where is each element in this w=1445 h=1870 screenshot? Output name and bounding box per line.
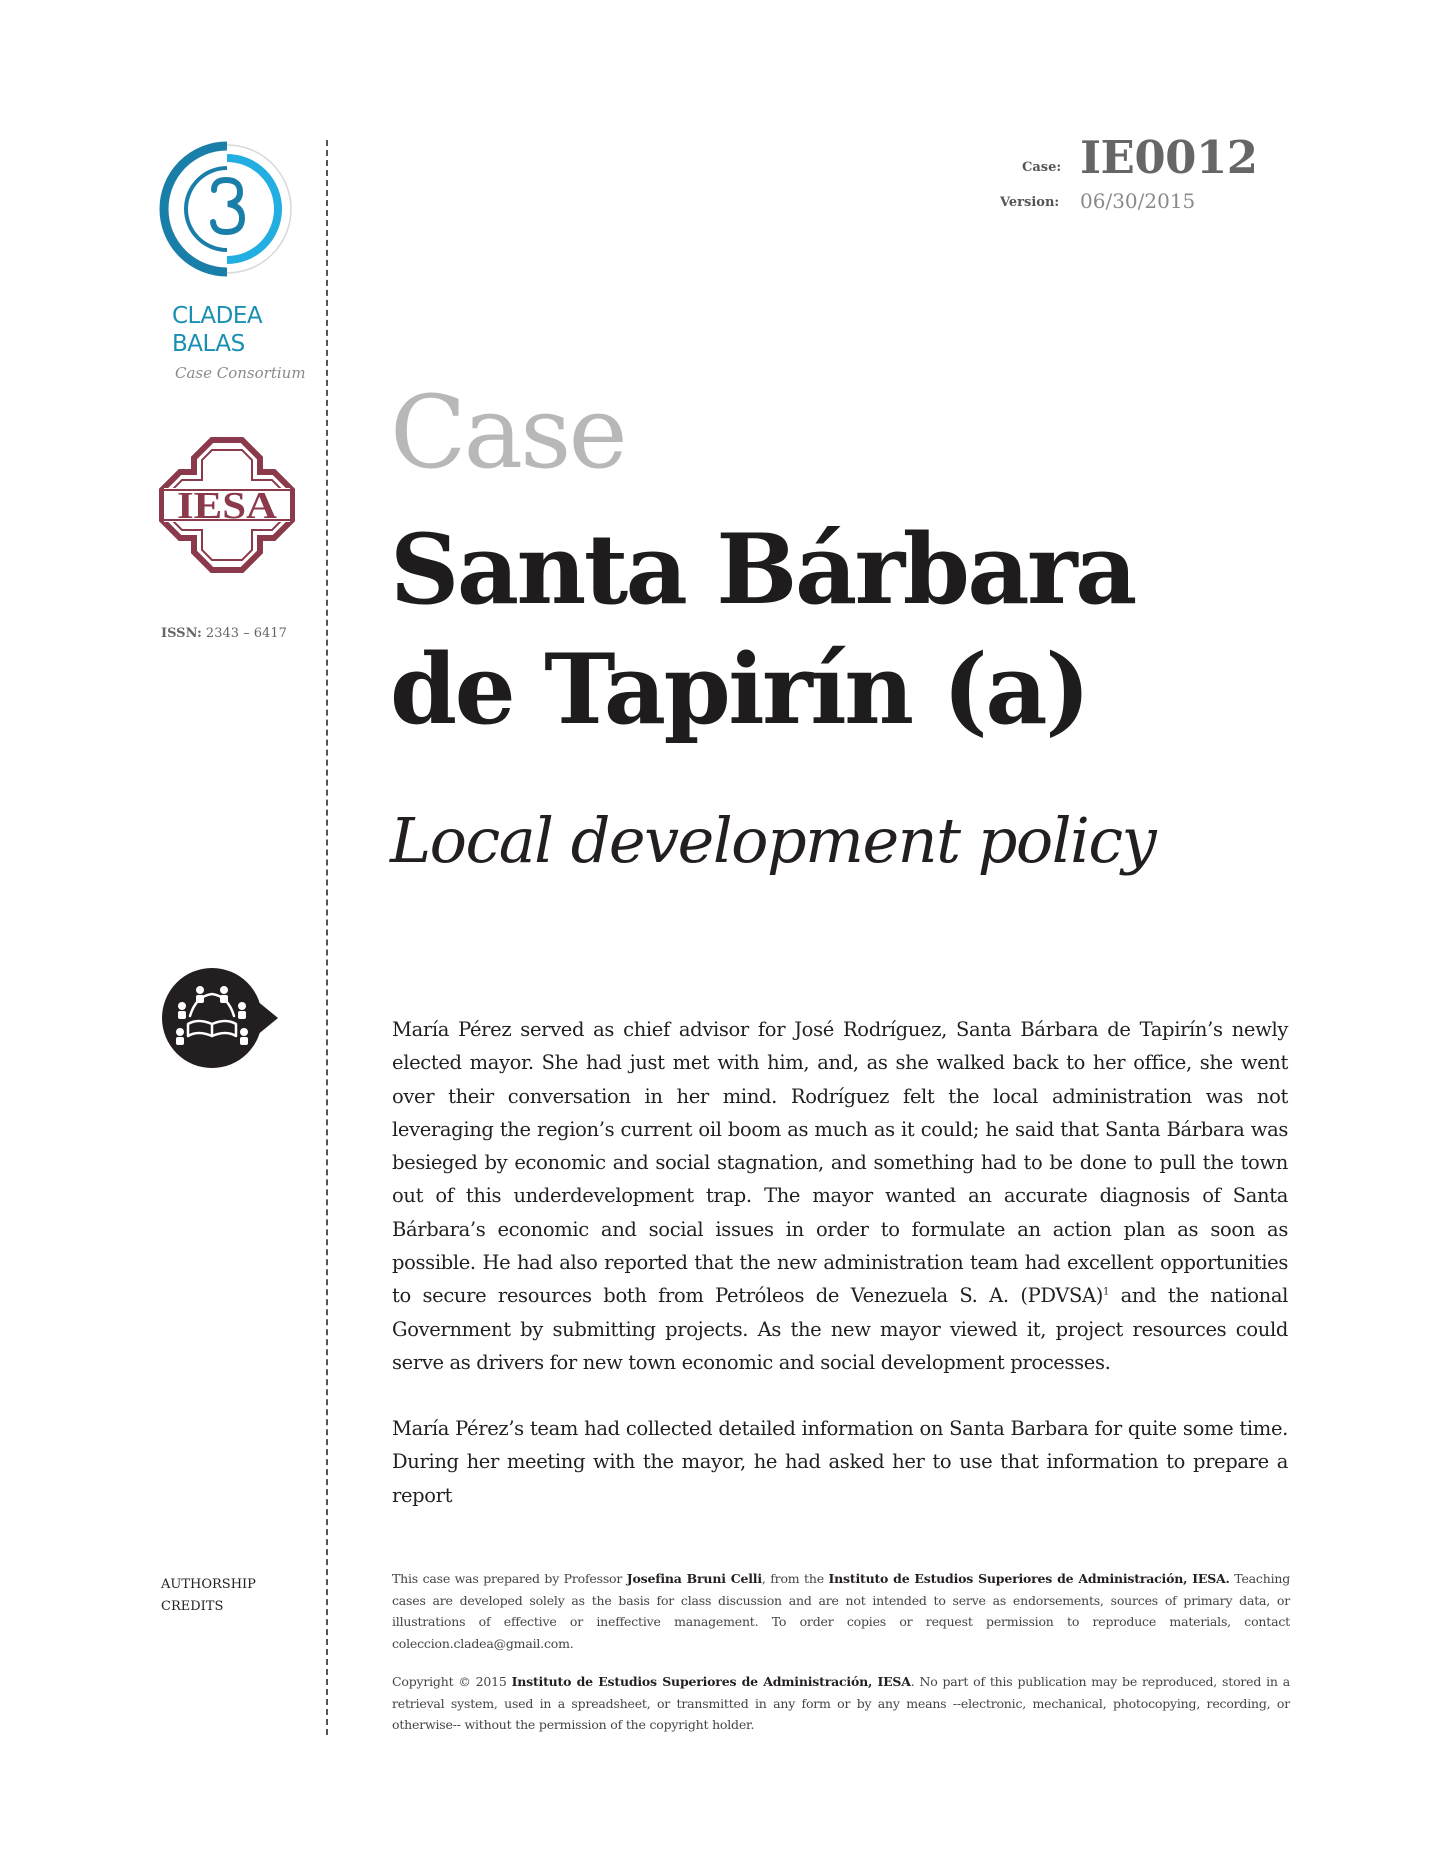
body-paragraph-2: María Pérez’s team had collected detailed information on Santa Barbara for quite some time. During her meeting with the mayor, he had asked her to use that information to prepare a report: [392, 1417, 1288, 1507]
authorship-credits-label: AUTHORSHIP CREDITS: [161, 1577, 256, 1614]
issn-number: ISSN: 2343 – 6417: [161, 626, 287, 641]
copyright-note: Copyright © 2015 Instituto de Estudios Superiores de Administración, IESA. No part of this publication may be reproduced, stored in a retrieval system, used in a spreadsheet, or transmitted in any form or by any means --electronic, mechanical, photocopying, recording, or otherwise-- without the permission of the copyright holder.: [392, 1674, 1290, 1732]
body-paragraph-1: María Pérez served as chief advisor for José Rodríguez, Santa Bárbara de Tapirín’s newly elected mayor. She had just met with him, and, as she walked back to her office, she went over their conversation in her mind. Rodríguez felt the local administration was not leveraging the region’s current oil boom as much as it could; he said that Santa Bárbara was besieged by economic and social stagnation, and something had to be done to pull the town out of this underdevelopment trap. The mayor wanted an accurate diagnosis of Santa Bárbara’s economic and social issues in order to formulate an action plan as soon as possible. He had also reported that the new administration team had excellent opportunities to secure resources both from Petróleos de Venezuela S. A. (PDVSA)$^1$ and the national Government by submitting projects. As the new mayor viewed it, project resources could serve as drivers for new town economic and social development processes.: [392, 1018, 1288, 1374]
page-subtitle: Local development policy: [390, 804, 1156, 877]
page-title: [390, 510, 1290, 750]
iesa-logo-text: IESA: [177, 485, 278, 527]
page-title-line2: de Tapirín (a): [390, 633, 1088, 746]
page-title-line1: Santa Bárbara: [390, 513, 1135, 626]
iesa-logo-icon: [158, 436, 296, 574]
preparation-note: This case was prepared by Professor Josefina Bruni Celli, from the Instituto de Estudios Superiores de Administración, IESA. Teaching cases are developed solely as the basis for class discussion and are not intended to serve as endorsements, sources of primary data, or illustrations of effective or ineffective management. To order copies or request permission to reproduce materials, contact coleccion.cladea@gmail.com.: [392, 1571, 1291, 1651]
case-label: Case:: [1022, 160, 1062, 175]
cladea-logo-icon: [158, 140, 296, 278]
title-kicker: Case: [390, 374, 625, 491]
cladea-brand-subtitle: Case Consortium: [175, 364, 306, 382]
classroom-speech-bubble-icon: [160, 966, 278, 1070]
version-label: Version:: [1000, 195, 1060, 210]
case-code: IE0012: [1080, 131, 1258, 184]
sidebar-divider: [326, 140, 328, 1735]
footnote-mark: 1: [1103, 1286, 1110, 1298]
version-date: 06/30/2015: [1080, 189, 1196, 213]
cladea-brand-name: CLADEA BALAS: [172, 303, 263, 357]
